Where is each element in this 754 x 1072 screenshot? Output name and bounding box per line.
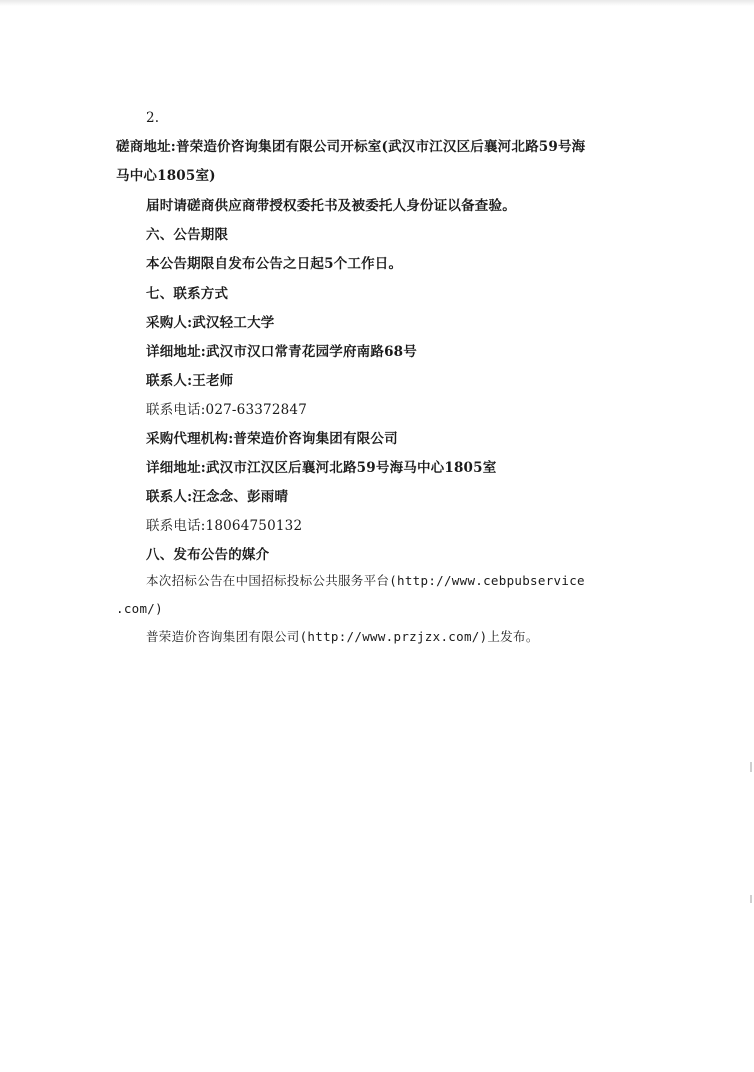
purchaser-name: 采购人:武汉轻工大学 — [146, 315, 275, 331]
scan-speck — [750, 895, 752, 903]
media-line-3: 普荣造价咨询集团有限公司(http://www.przjzx.com/)上发布。 — [146, 629, 539, 644]
venue-line-2: 马中心1805室) — [116, 168, 216, 184]
purchaser-address: 详细地址:武汉市汉口常青花园学府南路68号 — [146, 344, 417, 360]
venue-line-1: 磋商地址:普荣造价咨询集团有限公司开标室(武汉市江汉区后襄河北路59号海 — [116, 139, 586, 155]
agency-contact: 联系人:汪念念、彭雨晴 — [146, 489, 289, 505]
announcement-period: 本公告期限自发布公告之日起5个工作日。 — [146, 256, 403, 272]
bring-documents-note: 届时请磋商供应商带授权委托书及被委托人身份证以备查验。 — [146, 198, 516, 214]
scan-speck — [750, 762, 752, 772]
purchaser-contact: 联系人:王老师 — [146, 373, 234, 389]
purchaser-phone: 联系电话:027-63372847 — [146, 402, 307, 418]
section-8-heading: 八、发布公告的媒介 — [146, 547, 270, 563]
agency-phone: 联系电话:18064750132 — [146, 518, 303, 534]
item-number: 2. — [146, 110, 160, 126]
section-7-heading: 七、联系方式 — [146, 286, 229, 302]
agency-name: 采购代理机构:普荣造价咨询集团有限公司 — [146, 431, 398, 447]
media-line-1: 本次招标公告在中国招标投标公共服务平台(http://www.cebpubservice — [146, 573, 585, 588]
scan-top-edge — [0, 0, 754, 6]
section-6-heading: 六、公告期限 — [146, 227, 229, 243]
agency-address: 详细地址:武汉市江汉区后襄河北路59号海马中心1805室 — [146, 460, 497, 476]
media-line-2: .com/) — [116, 601, 163, 616]
